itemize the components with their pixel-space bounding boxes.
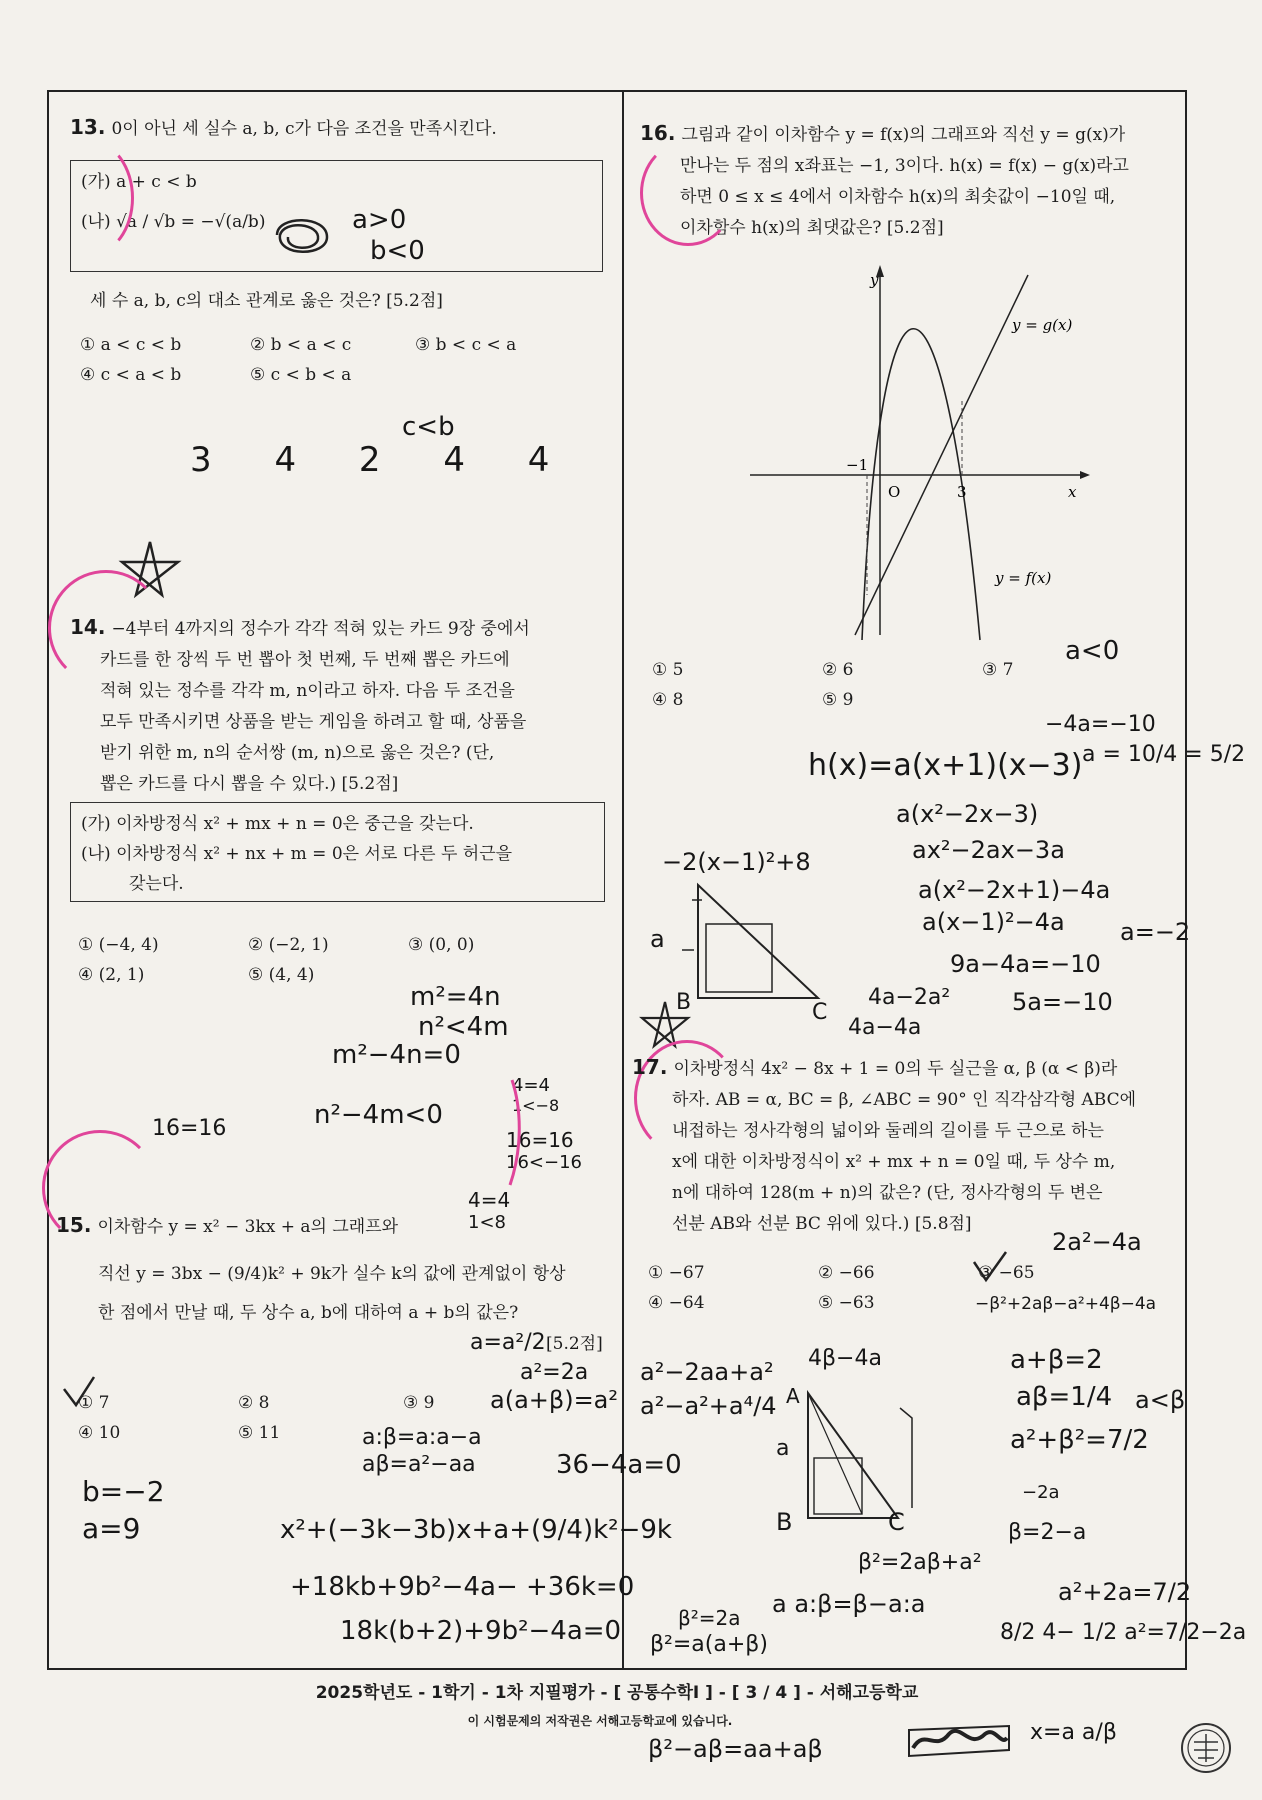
hw-q13-cb: c<b	[402, 412, 455, 442]
q17-choice-5[interactable]: ⑤ −63	[818, 1293, 875, 1313]
q15-number: 15.	[56, 1213, 92, 1237]
q14-line-4: 모두 만족시키면 상품을 받는 게임을 하려고 할 때, 상품을	[100, 712, 527, 732]
hw-tri-a-2: a	[776, 1436, 790, 1461]
q15-choice-2[interactable]: ② 8	[238, 1393, 270, 1413]
q13-choice-4[interactable]: ④ c < a < b	[80, 365, 182, 385]
hw-tri-B-1: B	[676, 990, 692, 1015]
hw-q16-10: a=−2	[1120, 918, 1191, 946]
q16-line-3: 하면 0 ≤ x ≤ 4에서 이차함수 h(x)의 최솟값이 −10일 때,	[680, 187, 1116, 207]
footer-title: 2025학년도 - 1학기 - 1차 지필평가 - [ 공통수학Ⅰ ] - [ 3 / 4 ] - 서해고등학교	[315, 1683, 919, 1703]
q16-choice-3[interactable]: ③ 7	[982, 660, 1014, 680]
hw-q16-12: 4a−2a²	[868, 985, 951, 1010]
q16-graph	[750, 265, 1090, 645]
hw-q16-1: a<0	[1065, 636, 1120, 666]
q15-choice-3[interactable]: ③ 9	[403, 1393, 435, 1413]
q15-choice-5[interactable]: ⑤ 11	[238, 1423, 281, 1443]
q13-number: 13.	[70, 115, 106, 139]
hw-tri-a-1: a	[650, 925, 665, 953]
hw-q16-6: ax²−2ax−3a	[912, 836, 1065, 864]
q14-condition-box	[70, 802, 605, 902]
hw-q14-11: 1<8	[468, 1212, 506, 1233]
school-seal	[1178, 1720, 1234, 1776]
hw-q17-2: −β²+2aβ−a²+4β−4a	[975, 1294, 1157, 1314]
q16-choice-4[interactable]: ④ 8	[652, 690, 684, 710]
q14-cond-ga: (가) 이차방정식 x² + mx + n = 0은 중근을 갖는다.	[81, 814, 474, 834]
hw-q17-1: 2a²−4a	[1052, 1228, 1142, 1256]
q14-choices	[78, 930, 598, 990]
q14-line-6: 뽑은 카드를 다시 뽑을 수 있다.) [5.2점]	[100, 774, 399, 794]
graph-tick-neg1: −1	[846, 456, 869, 474]
hw-q17-6: a+β=2	[1010, 1345, 1103, 1375]
q13-cond-na: (나) √a / √b = −√(a/b)	[81, 212, 266, 232]
q17-stem	[632, 1052, 1187, 1240]
graph-origin: O	[888, 483, 901, 501]
q16-line-2: 만나는 두 점의 x좌표는 −1, 3이다. h(x) = f(x) − g(x)라고	[680, 156, 1129, 176]
hw-q14-6: 4=4	[512, 1075, 550, 1096]
footer-copyright: 이 시험문제의 저작권은 서해고등학교에 있습니다.	[467, 1714, 733, 1728]
q17-line-5: n에 대하여 128(m + n)의 값은? (단, 정사각형의 두 변은	[672, 1183, 1103, 1203]
q15-points: [5.2점]	[546, 1334, 603, 1354]
hw-q17-10: −2a	[1022, 1482, 1060, 1503]
hw-q17-4: a²−a²+a⁴/4	[640, 1392, 777, 1420]
hw-q15-9: 18k(b+2)+9b²−4a=0	[340, 1616, 622, 1646]
pink-stroke-q14	[470, 1080, 530, 1190]
q14-line-2: 카드를 한 장씩 두 번 뽑아 첫 번째, 두 번째 뽑은 카드에	[100, 650, 510, 670]
q17-choice-4[interactable]: ④ −64	[648, 1293, 705, 1313]
q15-choice-1[interactable]: ① 7	[78, 1393, 110, 1413]
hw-tri-C-2: C	[888, 1508, 905, 1536]
hw-q17-17: 8/2 4− 1/2 a²=7/2−2a	[1000, 1620, 1247, 1645]
q17-choice-3[interactable]: ③ −65	[978, 1263, 1035, 1283]
q16-line-1: 그림과 같이 이차함수 y = f(x)의 그래프와 직선 y = g(x)가	[681, 125, 1126, 145]
hw-tri-B-2: B	[776, 1508, 793, 1536]
hw-q17-15: β²=2a	[678, 1606, 741, 1630]
hw-q14-8: 16=16	[506, 1128, 574, 1152]
x-axis-arrow	[1080, 471, 1090, 479]
q14-line-5: 받기 위한 m, n의 순서쌍 (m, n)으로 옳은 것은? (단,	[100, 743, 495, 763]
hw-q17-11: β=2−a	[1008, 1520, 1087, 1545]
hw-q16-5: a(x²−2x−3)	[896, 800, 1039, 828]
q14-choice-5[interactable]: ⑤ (4, 4)	[248, 965, 315, 985]
q13-stem	[70, 112, 610, 145]
q14-choice-3[interactable]: ③ (0, 0)	[408, 935, 475, 955]
hw-q15-2: a²=2a	[520, 1360, 589, 1385]
q16-line-4: 이차함수 h(x)의 최댓값은? [5.2점]	[680, 218, 944, 238]
hw-q17-12: β²=2aβ+a²	[858, 1550, 982, 1575]
q14-cond-na-1: (나) 이차방정식 x² + nx + m = 0은 서로 다른 두 허근을	[81, 844, 513, 864]
hw-q16-3: a = 10/4 = 5/2	[1082, 742, 1246, 767]
hw-q14-3: m²−4n=0	[332, 1040, 461, 1070]
hw-q13-a: a>0	[352, 205, 407, 235]
q14-number: 14.	[70, 615, 106, 639]
hw-q15-6: 36−4a=0	[556, 1450, 682, 1480]
q13-choice-1[interactable]: ① a < c < b	[80, 335, 182, 355]
hw-q17-7: aβ=1/4	[1016, 1382, 1113, 1412]
pink-arc-q16	[640, 140, 736, 246]
hw-q15-5: aβ=a²−aa	[362, 1452, 476, 1477]
hw-q16-9: a(x−1)²−4a	[922, 908, 1065, 936]
hw-bottom-2: x=a a/β	[1030, 1720, 1117, 1745]
sketch-triangle-q16	[668, 880, 828, 1010]
hw-q13-tally: 3 4 2 4 4	[190, 440, 576, 480]
q13-condition-box	[70, 160, 603, 272]
q17-line-2: 하자. AB = α, BC = β, ∠ABC = 90° 인 직각삼각형 ABC에	[672, 1090, 1137, 1110]
hw-q14-1: m²=4n	[410, 982, 501, 1012]
hw-q16-13: 5a=−10	[1012, 988, 1113, 1016]
column-divider	[622, 92, 624, 1670]
hw-q17-14: a²+2a=7/2	[1058, 1578, 1192, 1606]
hw-q16-8: a(x²−2x+1)−4a	[918, 876, 1111, 904]
q15-line-2: 직선 y = 3bx − (9/4)k² + 9k가 실수 k의 값에 관계없이 항상	[98, 1264, 566, 1284]
hw-q14-2: n²<4m	[418, 1012, 509, 1042]
sketch-triangle-q17	[790, 1388, 930, 1538]
graph-f-label: y = f(x)	[995, 569, 1052, 587]
pink-arc-q14	[48, 570, 164, 686]
q15-choice-4[interactable]: ④ 10	[78, 1423, 121, 1443]
q13-choice-2[interactable]: ② b < a < c	[250, 335, 352, 355]
scribble-bottom	[905, 1720, 1015, 1764]
hw-bottom-1: β²−aβ=aa+aβ	[648, 1735, 823, 1763]
hw-q17-8: a<β	[1135, 1386, 1186, 1414]
graph-g-label: y = g(x)	[1012, 316, 1073, 334]
q17-number: 17.	[632, 1055, 668, 1079]
hw-q14-9: 16<−16	[506, 1152, 582, 1173]
q17-choice-1[interactable]: ① −67	[648, 1263, 705, 1283]
hw-q17-13: a a:β=β−a:a	[772, 1590, 926, 1618]
q14-choice-2[interactable]: ② (−2, 1)	[248, 935, 329, 955]
q15-line-1: 이차함수 y = x² − 3kx + a의 그래프와	[97, 1217, 399, 1237]
scribble-q13	[272, 215, 332, 260]
hw-q14-10: 4=4	[468, 1188, 511, 1212]
hw-q16-4: h(x)=a(x+1)(x−3)	[808, 748, 1083, 783]
hw-q17-5: 4β−4a	[808, 1346, 882, 1371]
q17-line-1: 이차방정식 4x² − 8x + 1 = 0의 두 실근을 α, β (α < β)라	[673, 1059, 1118, 1079]
hw-q15-4: a:β=a:a−a	[362, 1425, 482, 1450]
q14-line-3: 적혀 있는 정수를 각각 m, n이라고 하자. 다음 두 조건을	[100, 681, 515, 701]
q17-line-6: 선분 AB와 선분 BC 위에 있다.) [5.8점]	[672, 1214, 972, 1234]
q13-choice-5[interactable]: ⑤ c < b < a	[250, 365, 352, 385]
q13-cond-ga: (가) a + c < b	[81, 172, 197, 192]
q17-choice-2[interactable]: ② −66	[818, 1263, 875, 1283]
q14-choice-4[interactable]: ④ (2, 1)	[78, 965, 145, 985]
graph-x-label: x	[1068, 483, 1077, 501]
q16-choice-1[interactable]: ① 5	[652, 660, 684, 680]
pink-arc-q13	[48, 140, 134, 256]
q14-cond-na-2: 갖는다.	[129, 874, 184, 894]
hw-q16-7: −2(x−1)²+8	[662, 848, 811, 876]
hw-q17-9: a²+β²=7/2	[1010, 1425, 1149, 1455]
q13-choice-3[interactable]: ③ b < c < a	[415, 335, 517, 355]
q14-choice-1[interactable]: ① (−4, 4)	[78, 935, 159, 955]
check-mark-q15	[60, 1375, 100, 1411]
hw-q13-b: b<0	[370, 236, 425, 266]
hw-q16-11: 9a−4a=−10	[950, 950, 1101, 978]
q14-line-1: −4부터 4까지의 정수가 각각 적혀 있는 카드 9장 중에서	[111, 619, 530, 639]
graph-y-label: y	[870, 271, 879, 289]
hw-q15-b: b=−2	[82, 1475, 165, 1508]
hw-q15-8: +18kb+9b²−4a− +36k=0	[290, 1572, 635, 1602]
q16-number: 16.	[640, 121, 676, 145]
q17-line-4: x에 대한 이차방정식이 x² + mx + n = 0일 때, 두 상수 m,	[672, 1152, 1116, 1172]
hw-q14-5: 16=16	[152, 1116, 227, 1141]
hw-q17-16: β²=a(a+β)	[650, 1632, 768, 1657]
q16-choice-5[interactable]: ⑤ 9	[822, 690, 854, 710]
hw-tri-C-1: C	[812, 1000, 828, 1025]
hw-q15-a: a=9	[82, 1512, 141, 1545]
q15-line-3: 한 점에서 만날 때, 두 상수 a, b에 대하여 a + b의 값은?	[98, 1303, 519, 1323]
hw-q16-14: 4a−4a	[848, 1015, 922, 1040]
hw-q15-3: a(a+β)=a²	[490, 1386, 619, 1414]
q16-choice-2[interactable]: ② 6	[822, 660, 854, 680]
q17-line-3: 내접하는 정사각형의 넓이와 둘레의 길이를 두 근으로 하는	[672, 1121, 1104, 1141]
hw-q17-3: a²−2aa+a²	[640, 1358, 774, 1386]
check-mark-q17	[970, 1250, 1010, 1284]
hw-q14-4: n²−4m<0	[314, 1100, 443, 1130]
hw-q15-1: a=a²/2	[470, 1330, 546, 1355]
q13-choices	[80, 330, 600, 390]
q13-ask: 세 수 a, b, c의 대소 관계로 옳은 것은? [5.2점]	[90, 291, 443, 311]
q13-stem-text: 0이 아닌 세 실수 a, b, c가 다음 조건을 만족시킨다.	[111, 119, 497, 139]
hw-q15-7: x²+(−3k−3b)x+a+(9/4)k²−9k	[280, 1515, 672, 1545]
graph-tick-3: 3	[957, 483, 967, 501]
hw-q14-7: 1<−8	[512, 1096, 560, 1115]
hw-tri-A-2: A	[786, 1384, 800, 1408]
hw-q16-2: −4a=−10	[1045, 712, 1156, 737]
